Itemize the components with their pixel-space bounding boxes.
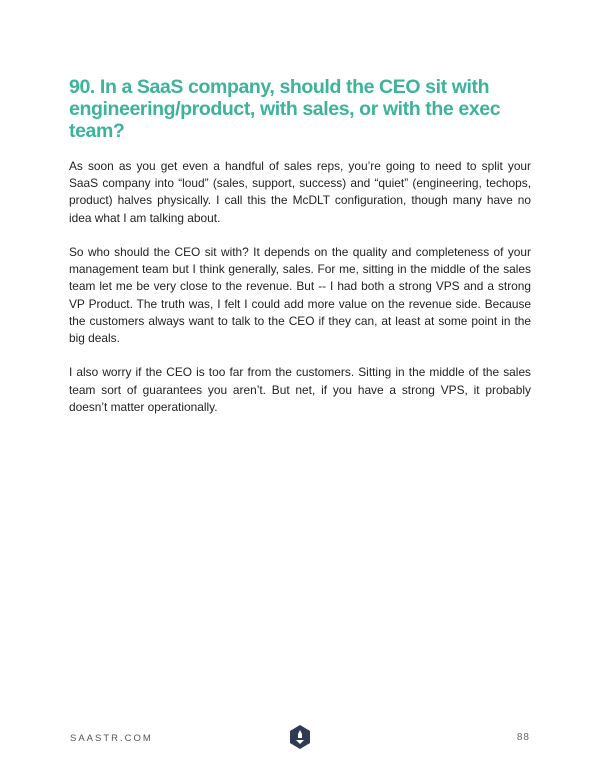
heading-line-1: 90. In a SaaS company, should the CEO sit with [69, 76, 490, 98]
saastr-logo-icon [289, 725, 311, 749]
page-number: 88 [516, 732, 530, 743]
heading-line-2: engineering/product, with sales, or with the exec team? [69, 98, 501, 142]
body-text [69, 158, 531, 416]
section-heading [69, 76, 531, 142]
paragraph: I also worry if the CEO is too far from the customers. Sitting in the middle of the sales team sort of guarantees you aren’t. But net, if you have a strong VPS, it probably doesn’t matter operationally. [69, 365, 531, 414]
page-content [69, 0, 531, 416]
paragraph: As soon as you get even a handful of sales reps, you’re going to need to split your SaaS company into “loud” (sales, support, success) and “quiet” (engineering, techops, product) halves physically. I call this the McDLT configuration, though many have no idea what I am talking about. [69, 159, 531, 225]
paragraph: So who should the CEO sit with? It depends on the quality and completeness of your management team but I think generally, sales. For me, sitting in the middle of the sales team let me be very close to the revenue. But -- I had both a strong VPS and a strong VP Product. The truth was, I felt I could add more value on the revenue side. Because the customers always want to talk to the CEO if they can, at least at some point in the big deals. [69, 245, 531, 346]
footer-site: SAASTR.COM [70, 733, 153, 744]
